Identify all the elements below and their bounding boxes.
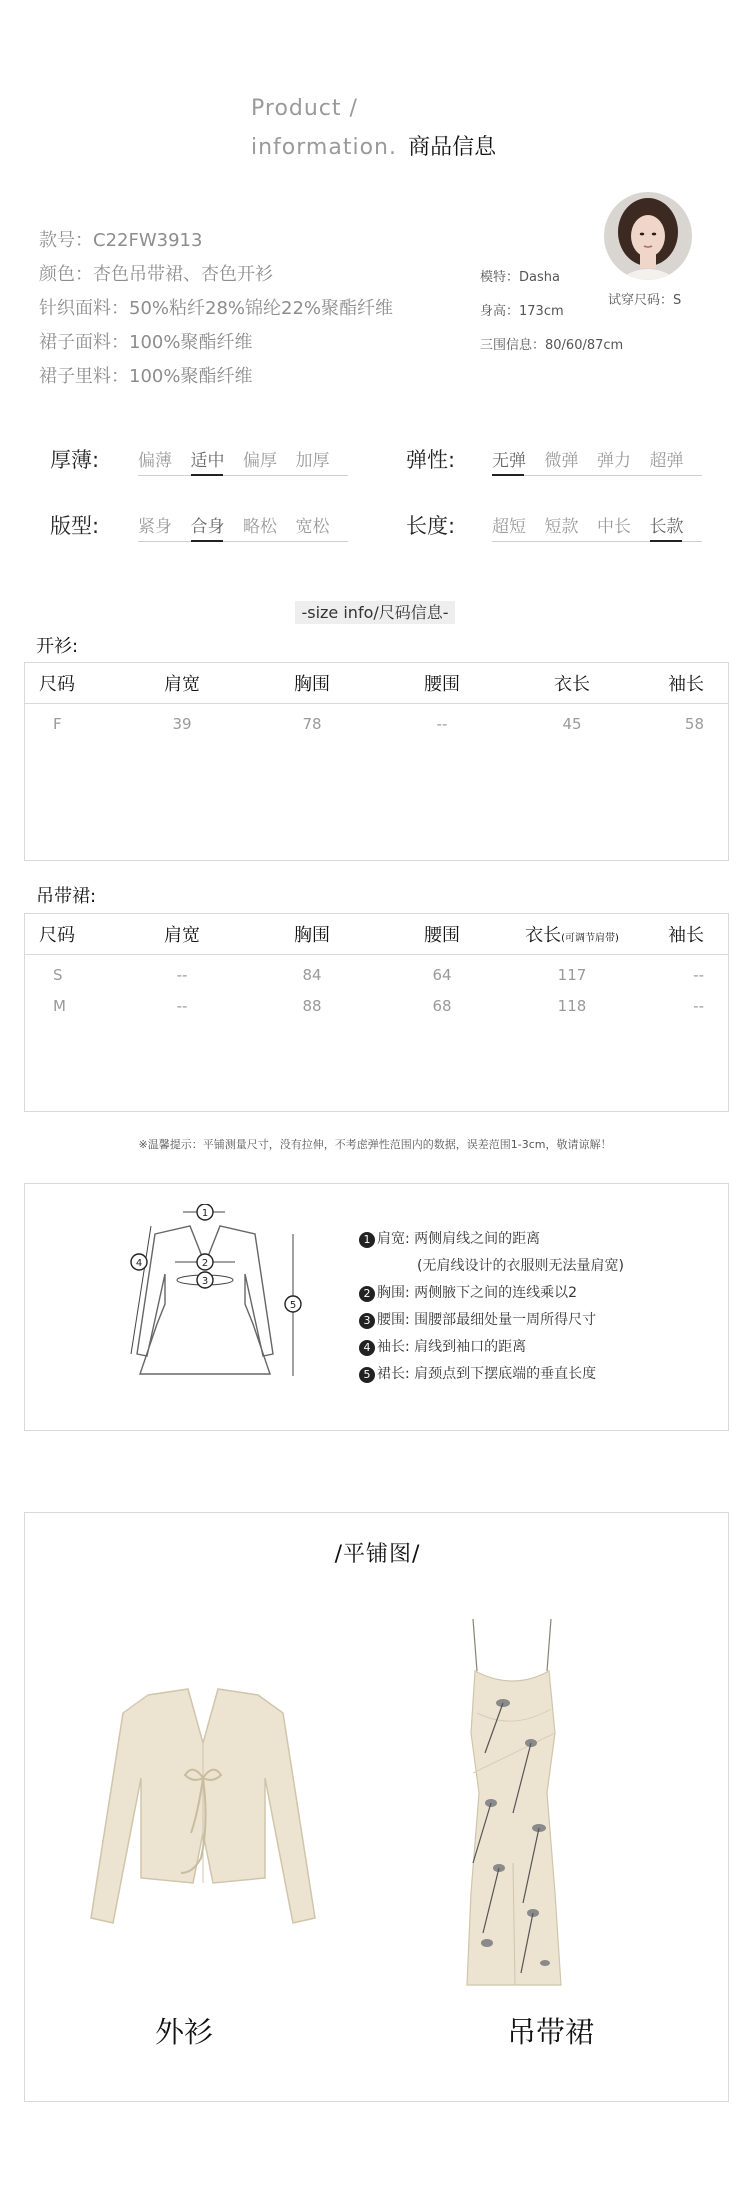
header-cell: 腰围 xyxy=(424,925,460,946)
header-en-line2: information. xyxy=(251,135,397,160)
legend-text: 围腰部最细处量一周所得尺寸 xyxy=(414,1312,597,1328)
header-cell: 尺码 xyxy=(39,674,75,695)
fit-option: 略松 xyxy=(243,517,277,537)
dress-size-table xyxy=(24,913,729,1112)
table-cell: 84 xyxy=(302,965,322,984)
table-cell: 39 xyxy=(172,714,192,733)
cardigan-image xyxy=(53,1683,353,1963)
table-cell: 58 xyxy=(684,714,704,733)
length-options xyxy=(492,512,702,542)
dress-image xyxy=(443,1613,583,1993)
svg-text:4: 4 xyxy=(135,1258,143,1269)
length-option: 超短 xyxy=(492,517,526,537)
measurement-guide xyxy=(24,1183,729,1431)
legend-text: 两侧肩线之间的距离 xyxy=(414,1231,541,1247)
model-measurements: 三围信息：80/60/87cm xyxy=(480,338,624,353)
table-cell: 117 xyxy=(557,965,587,984)
elasticity-option: 弹力 xyxy=(597,451,631,471)
table-cell: F xyxy=(53,714,62,733)
thickness-option: 偏薄 xyxy=(138,451,172,471)
elasticity-option: 微弹 xyxy=(544,451,579,471)
number-badge: 5 xyxy=(359,1367,375,1383)
table-header xyxy=(25,663,728,704)
spec-knit-fabric: 针织面料：50%粘纤28%锦纶22%聚酯纤维 xyxy=(39,298,394,319)
model-height: 身高：173cm xyxy=(480,304,564,319)
legend-label: 袖长: xyxy=(377,1339,410,1355)
table-cell: -- xyxy=(176,965,188,984)
legend-label: 胸围: xyxy=(377,1285,410,1301)
elasticity-options xyxy=(492,446,702,476)
legend-item xyxy=(359,1226,624,1253)
table-cell: 88 xyxy=(302,996,322,1015)
thickness-options xyxy=(138,446,348,476)
spec-skirt-fabric: 裙子面料：100%聚酯纤维 xyxy=(39,332,253,353)
thickness-option: 加厚 xyxy=(295,451,330,471)
svg-text:2: 2 xyxy=(201,1258,209,1269)
length-option: 中长 xyxy=(597,517,631,537)
spec-style-no: 款号：C22FW3913 xyxy=(39,230,203,251)
number-badge: 3 xyxy=(359,1313,375,1329)
fit-option: 宽松 xyxy=(295,517,330,537)
flat-lay-section xyxy=(24,1512,729,2102)
table-header xyxy=(25,914,728,955)
legend-item xyxy=(359,1361,624,1388)
legend-text: 肩颈点到下摆底端的垂直长度 xyxy=(414,1366,597,1382)
legend-text: 两侧腋下之间的连线乘以2 xyxy=(414,1285,578,1301)
legend-text: 肩线到袖口的距离 xyxy=(414,1339,527,1355)
spec-list xyxy=(39,224,393,394)
header-cell: 胸围 xyxy=(294,674,330,695)
table-cell: 118 xyxy=(557,996,587,1015)
header-cell: 肩宽 xyxy=(164,674,200,695)
measurement-legend xyxy=(359,1226,624,1388)
cardigan-title: 开衫: xyxy=(36,636,79,657)
legend-label: 裙长: xyxy=(377,1366,410,1382)
legend-label: 腰围: xyxy=(377,1312,410,1328)
number-badge: 2 xyxy=(359,1286,375,1302)
fit-options xyxy=(138,512,348,542)
measurement-diagram-icon xyxy=(95,1204,335,1414)
header-cn: 商品信息 xyxy=(408,135,497,160)
legend-label: 肩宽: xyxy=(377,1231,410,1247)
header-title xyxy=(251,130,496,161)
legend-text: (无肩线设计的衣服则无法量肩宽) xyxy=(417,1258,624,1274)
model-try-size: 试穿尺码：S xyxy=(608,293,682,308)
length-option-selected: 长款 xyxy=(650,512,703,537)
svg-text:3: 3 xyxy=(201,1276,209,1287)
legend-item xyxy=(359,1307,624,1334)
header-en-line1: Product / xyxy=(251,96,358,121)
table-cell: M xyxy=(53,996,66,1015)
header-cell: 尺码 xyxy=(39,925,75,946)
thickness-option-selected: 适中 xyxy=(191,446,244,471)
cardigan-caption: 外衫 xyxy=(155,2015,214,2049)
header-cell-length xyxy=(507,921,637,947)
header-cell: 腰围 xyxy=(424,674,460,695)
elasticity-option: 超弹 xyxy=(649,451,684,471)
number-badge: 4 xyxy=(359,1340,375,1356)
elasticity-option-selected: 无弹 xyxy=(492,446,545,471)
thickness-option: 偏厚 xyxy=(243,451,277,471)
header-cell: 袖长 xyxy=(668,925,704,946)
length-label: 长度: xyxy=(406,514,456,538)
table-cell: S xyxy=(53,965,63,984)
legend-item xyxy=(359,1280,624,1307)
cardigan-size-table xyxy=(24,662,729,861)
flat-lay-title: /平铺图/ xyxy=(334,1542,421,1567)
header-cell: 肩宽 xyxy=(164,925,200,946)
spec-color: 颜色：杏色吊带裙、杏色开衫 xyxy=(39,264,273,285)
elasticity-label: 弹性: xyxy=(406,448,456,472)
table-row xyxy=(25,959,728,990)
table-cell: 68 xyxy=(432,996,452,1015)
dress-caption: 吊带裙 xyxy=(507,2015,595,2049)
fit-option-selected: 合身 xyxy=(191,512,244,537)
fit-option: 紧身 xyxy=(138,517,172,537)
table-cell: 45 xyxy=(562,714,582,733)
dress-title: 吊带裙: xyxy=(36,886,97,907)
legend-item xyxy=(359,1253,624,1280)
fit-label: 版型: xyxy=(50,514,100,538)
table-cell: -- xyxy=(693,965,704,984)
size-info-title-wrap xyxy=(0,600,750,623)
table-row xyxy=(25,990,728,1021)
measurement-tip: ※温馨提示：平铺测量尺寸，没有拉伸，不考虑弹性范围内的数据，误差范围1-3cm，敬请谅解！ xyxy=(138,1138,612,1151)
size-info-title: -size info/尺码信息- xyxy=(295,601,454,624)
thickness-label: 厚薄: xyxy=(50,448,100,472)
table-row xyxy=(25,708,728,739)
table-cell: -- xyxy=(176,996,188,1015)
header-cell: 衣长 xyxy=(525,925,562,946)
table-cell: -- xyxy=(436,714,448,733)
header-cell: 袖长 xyxy=(668,674,704,695)
table-cell: -- xyxy=(693,996,704,1015)
model-name: 模特：Dasha xyxy=(480,270,560,285)
spec-skirt-lining: 裙子里料：100%聚酯纤维 xyxy=(39,366,253,387)
model-avatar xyxy=(604,192,692,280)
table-cell: 78 xyxy=(302,714,322,733)
length-note: (可调节肩带) xyxy=(561,933,619,944)
number-badge: 1 xyxy=(359,1232,375,1248)
svg-text:1: 1 xyxy=(201,1208,209,1219)
header-cell: 胸围 xyxy=(294,925,330,946)
length-option: 短款 xyxy=(544,517,579,537)
header-cell: 衣长 xyxy=(554,674,590,695)
legend-item xyxy=(359,1334,624,1361)
svg-text:5: 5 xyxy=(289,1300,297,1311)
table-cell: 64 xyxy=(432,965,452,984)
